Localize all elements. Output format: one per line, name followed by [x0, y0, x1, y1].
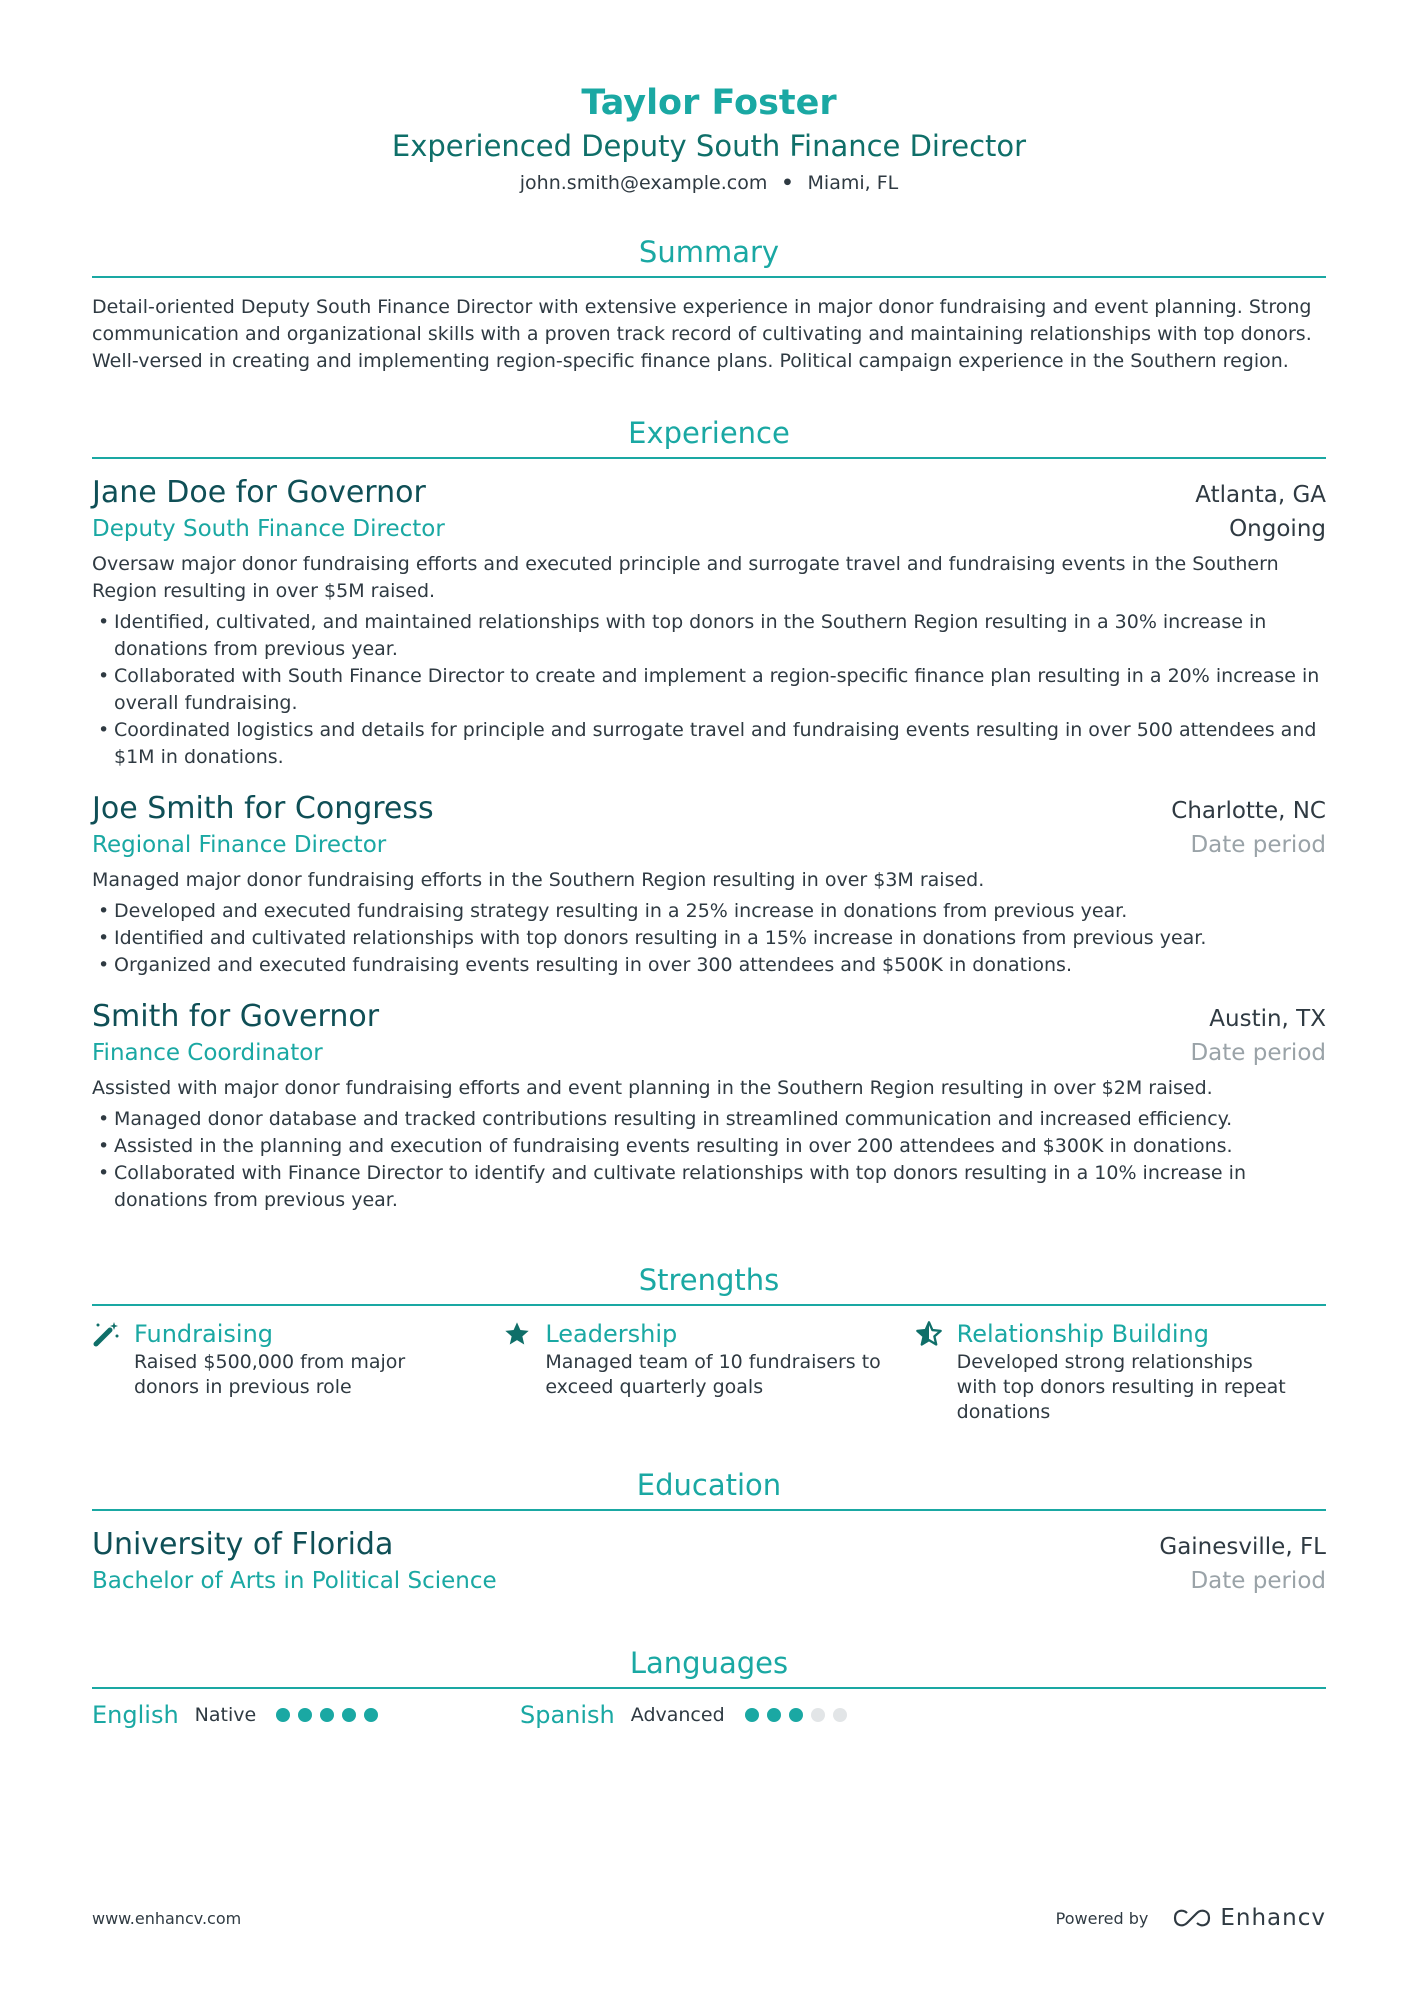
strength-title: Leadership	[545, 1320, 678, 1348]
experience-section	[92, 413, 1326, 1214]
star-half-icon	[915, 1318, 957, 1425]
section-title-languages: Languages	[92, 1643, 1326, 1689]
candidate-title: Experienced Deputy South Finance Director	[391, 129, 1027, 163]
job-bullet: • Collaborated with South Finance Director to create and implement a region-specific finance plan resulting in a 20% increase in overall fundraising.	[92, 663, 1326, 717]
footer-site-link[interactable]: www.enhancv.com	[92, 1908, 242, 1928]
rating-dot-filled	[298, 1708, 312, 1722]
school-name: University of Florida	[92, 1527, 394, 1562]
strength-desc: Managed team of 10 fundraisers to exceed quarterly goals	[545, 1351, 881, 1398]
rating-dot-filled	[342, 1708, 356, 1722]
company-name: Jane Doe for Governor	[92, 475, 426, 510]
strength-item	[915, 1318, 1326, 1425]
job-location: Atlanta, GA	[1195, 482, 1326, 508]
section-title-summary: Summary	[92, 232, 1326, 278]
school-location: Gainesville, FL	[1159, 1534, 1326, 1560]
education-section	[92, 1465, 1326, 1597]
summary-section	[92, 232, 1326, 375]
company-name: Joe Smith for Congress	[92, 791, 434, 826]
job-bullet: • Assisted in the planning and execution of fundraising events resulting in over 200 attendees and $300K in donations.	[92, 1133, 1326, 1160]
degree: Bachelor of Arts in Political Science	[92, 1568, 497, 1594]
contact-line	[92, 168, 1326, 198]
job-description: Oversaw major donor fundraising efforts and executed principle and surrogate travel and fundraising events in the Southern Region resulting in over $5M raised.	[92, 553, 1279, 602]
job-bullets	[92, 898, 1326, 979]
star-icon	[503, 1318, 545, 1425]
footer	[92, 1905, 1326, 1931]
rating-dot-filled	[276, 1708, 290, 1722]
education-entry	[92, 1525, 1326, 1597]
languages-list	[92, 1701, 1326, 1729]
language-item	[520, 1701, 948, 1729]
job-role: Regional Finance Director	[92, 832, 387, 858]
language-level: Native	[194, 1704, 257, 1726]
language-name: English	[92, 1701, 179, 1729]
experience-entry	[92, 997, 1326, 1214]
rating-dot-filled	[364, 1708, 378, 1722]
job-date: Date period	[1190, 1040, 1326, 1066]
strength-title: Relationship Building	[956, 1320, 1209, 1348]
job-bullet: • Developed and executed fundraising strategy resulting in a 25% increase in donations from previous year.	[92, 898, 1326, 925]
rating-dot-filled	[789, 1708, 803, 1722]
language-rating	[745, 1708, 855, 1722]
job-location: Charlotte, NC	[1171, 798, 1326, 824]
powered-by	[1056, 1905, 1326, 1931]
candidate-name: Taylor Foster	[581, 83, 837, 123]
section-title-education: Education	[92, 1465, 1326, 1511]
language-level: Advanced	[630, 1704, 725, 1726]
strength-desc: Raised $500,000 from major donors in previous role	[134, 1351, 406, 1398]
powered-by-label: Powered by	[1055, 1908, 1149, 1928]
experience-entry	[92, 789, 1326, 979]
resume-header	[92, 0, 1326, 198]
strength-item	[92, 1318, 503, 1425]
rating-dot-empty	[833, 1708, 847, 1722]
language-name: Spanish	[520, 1701, 615, 1729]
job-role: Deputy South Finance Director	[92, 516, 445, 542]
strength-item	[503, 1318, 914, 1425]
contact-location: Miami, FL	[807, 172, 899, 194]
experience-entry	[92, 473, 1326, 771]
education-date: Date period	[1190, 1568, 1326, 1594]
job-bullet: • Identified, cultivated, and maintained relationships with top donors in the Southern Region resulting in a 30% increase in donations from previous year.	[92, 609, 1326, 663]
job-date: Date period	[1190, 832, 1326, 858]
job-date: Ongoing	[1229, 516, 1326, 542]
magic-wand-icon	[92, 1318, 134, 1425]
job-description: Managed major donor fundraising efforts in the Southern Region resulting in over $3M raised.	[92, 869, 985, 891]
rating-dot-filled	[320, 1708, 334, 1722]
job-description: Assisted with major donor fundraising efforts and event planning in the Southern Region resulting in over $2M raised.	[92, 1077, 1213, 1099]
job-bullet: • Organized and executed fundraising events resulting in over 300 attendees and $500K in donations.	[92, 952, 1326, 979]
job-role: Finance Coordinator	[92, 1040, 323, 1066]
strength-title: Fundraising	[134, 1320, 274, 1348]
job-bullet: • Identified and cultivated relationships with top donors resulting in a 15% increase in donations from previous year.	[92, 925, 1326, 952]
strength-desc: Developed strong relationships with top donors resulting in repeat donations	[956, 1351, 1286, 1423]
job-bullets	[92, 1106, 1326, 1214]
contact-email[interactable]: john.smith@example.com	[519, 172, 768, 194]
strengths-section	[92, 1260, 1326, 1425]
section-title-strengths: Strengths	[92, 1260, 1326, 1306]
language-rating	[276, 1708, 386, 1722]
job-location: Austin, TX	[1209, 1006, 1326, 1032]
language-item	[92, 1701, 520, 1729]
enhancv-logo-icon	[1172, 1907, 1212, 1929]
separator-dot: •	[781, 172, 794, 194]
strengths-list	[92, 1318, 1326, 1425]
rating-dot-filled	[767, 1708, 781, 1722]
section-title-experience: Experience	[92, 413, 1326, 459]
resume-page	[92, 0, 1326, 1729]
job-bullet: • Collaborated with Finance Director to identify and cultivate relationships with top donors resulting in a 10% increase in donations from previous year.	[92, 1160, 1326, 1214]
job-bullets	[92, 609, 1326, 771]
brand-name: Enhancv	[1220, 1905, 1326, 1931]
summary-text: Detail-oriented Deputy South Finance Director with extensive experience in major donor fundraising and event planning. Strong communication and organizational skills with a proven track record of cultivating and maintaining relationships with top donors. Well-versed in creating and implementing region-specific finance plans. Political campaign experience in the Southern region.	[92, 296, 1312, 372]
rating-dot-filled	[745, 1708, 759, 1722]
rating-dot-empty	[811, 1708, 825, 1722]
languages-section	[92, 1643, 1326, 1729]
company-name: Smith for Governor	[92, 999, 380, 1034]
job-bullet: • Coordinated logistics and details for principle and surrogate travel and fundraising events resulting in over 500 attendees and $1M in donations.	[92, 717, 1326, 771]
job-bullet: • Managed donor database and tracked contributions resulting in streamlined communication and increased efficiency.	[92, 1106, 1326, 1133]
